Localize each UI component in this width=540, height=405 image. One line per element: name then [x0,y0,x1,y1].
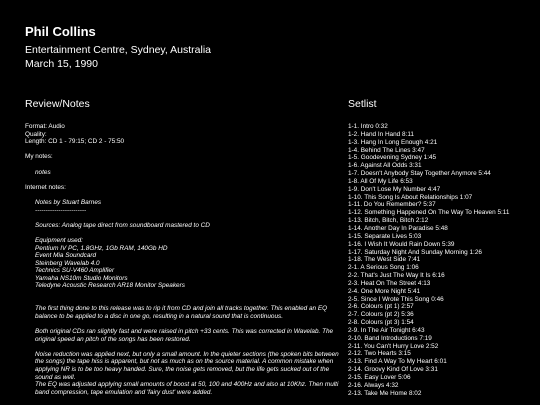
setlist-item: 2-10. Band Introductions 7:19 [348,334,432,342]
setlist-item: 2-8. Colours (pt 3) 1:54 [348,319,414,327]
setlist-item: 1-7. Doesn't Anybody Stay Together Anymore 5:44 [348,170,491,178]
setlist-item: 2-3. Heat On The Street 4:13 [348,279,431,287]
setlist-item: 2-12. Two Hearts 3:15 [348,350,411,358]
notes-paragraph: The first thing done to this release was to rip it from CD and join all tracks together. This enabled an EQ balance to be applied to a disc in one go, resulting in a natural sound that is continuous. [35,305,328,320]
review-notes-heading: Review/Notes [25,98,90,110]
setlist-item: 1-12. Something Happened On The Way To Heaven 5:11 [348,209,510,217]
notes-paragraph: The EQ was adjusted applying small amounts of boost at 50, 100 and 400Hz and also at 10Khz. Then multi band compression, tape emulation and 'fairy dust' were added. [35,381,339,396]
setlist-panel [348,123,538,398]
setlist-item: 1-5. Goodevening Sydney 1:45 [348,154,437,162]
setlist-item: 2-1. A Serious Song 1:06 [348,264,419,272]
equipment-item: Technics SU-V460 Amplifier [35,267,115,275]
equipment-item: Yamaha NS10m Studio Monitors [35,274,128,282]
setlist-item: 2-9. In The Air Tonight 6:43 [348,326,425,334]
setlist-heading: Setlist [348,98,377,110]
internet-notes-label: Internet notes: [25,183,66,191]
setlist-item: 1-8. All Of My Life 6:53 [348,177,413,185]
equipment-item: Pentium IV PC, 1.8GHz, 1Gb RAM, 140Gb HD [35,244,168,252]
setlist-item: 2-5. Since I Wrote This Song 0:46 [348,295,444,303]
equipment-label: Equipment used: [35,236,83,244]
notes-paragraph: Both original CDs ran slightly fast and were raised in pitch +33 cents. This was corrected in Wavelab. The original speed an pitch of the songs has been restored. [35,328,334,343]
sources-line: Sources: Analog tape direct from soundboard mastered to CD [35,221,210,229]
quality-line: Quality: [25,130,47,138]
concert-date: March 15, 1990 [25,58,98,70]
setlist-item: 1-2. Hand In Hand 8:11 [348,130,414,138]
setlist-item: 2-2. That's Just The Way It Is 6:16 [348,272,445,280]
setlist-item: 2-14. Groovy Kind Of Love 3:31 [348,366,438,374]
setlist-item: 1-16. I Wish It Would Rain Down 5:39 [348,240,455,248]
equipment-item: Teledyne Acoustic Research AR18 Monitor Speakers [35,282,185,290]
setlist-item: 2-13. Find A Way To My Heart 6:01 [348,358,447,366]
format-line: Format: Audio [25,123,65,130]
my-notes-label: My notes: [25,153,53,161]
setlist-item: 1-17. Saturday Night And Sunday Morning 1:26 [348,248,482,256]
setlist-item: 2-16. Always 4:32 [348,381,399,389]
notes-paragraph: Noise reduction was applied next, but only a small amount. In the quieter sections (the spoken bits between the songs) the tape hiss is apparent, but not as much as on the source material. A common mistake when applying NR is to be too heavy handed. Sure, the noise gets removed, but the life gets sucked out of the sound as well. [35,350,339,381]
setlist-item: 1-9. Don't Lose My Number 4:47 [348,185,441,193]
setlist-item: 1-1. Intro 0:32 [348,123,388,130]
setlist-item: 2-6. Colours (pt 1) 2:57 [348,303,414,311]
setlist-item: 1-13. Bitch, Bitch, Bitch 2:12 [348,217,429,225]
setlist-item: 2-15. Easy Lover 5:06 [348,374,411,381]
setlist-item: 1-3. Hang In Long Enough 4:21 [348,138,438,146]
setlist-item: 2-7. Colours (pt 2) 5:36 [348,311,414,319]
setlist-item: 1-4. Behind The Lines 3:47 [348,146,425,154]
setlist-item: 1-15. Separate Lives 5:03 [348,232,422,240]
notes-divider: ------------------------ [35,206,87,214]
venue: Entertainment Centre, Sydney, Australia [25,44,211,56]
setlist-item: 1-6. Against All Odds 3:31 [348,162,422,170]
artist-name: Phil Collins [25,24,96,39]
setlist-item: 1-10. This Song Is About Relationships 1:07 [348,193,473,201]
equipment-item: Event Mia Soundcard [35,252,97,260]
setlist-item: 1-14. Another Day In Paradise 5:48 [348,224,448,232]
setlist-item: 1-18. The West Side 7:41 [348,256,421,264]
review-notes-panel [25,123,340,396]
my-notes-text: notes [35,168,51,176]
length-line: Length: CD 1 - 79:15; CD 2 - 75:50 [25,138,125,146]
setlist-item: 2-13. Take Me Home 8:02 [348,389,422,397]
setlist-item: 2-11. You Can't Hurry Love 2:52 [348,342,439,350]
equipment-item: Steinberg Wavelab 4.0 [35,259,100,267]
setlist-item: 1-11. Do You Remember? 5:37 [348,201,436,209]
concert-header [25,24,211,71]
setlist-item: 2-4. One More Night 5:41 [348,287,421,295]
notes-author: Notes by Stuart Barnes [35,198,102,206]
